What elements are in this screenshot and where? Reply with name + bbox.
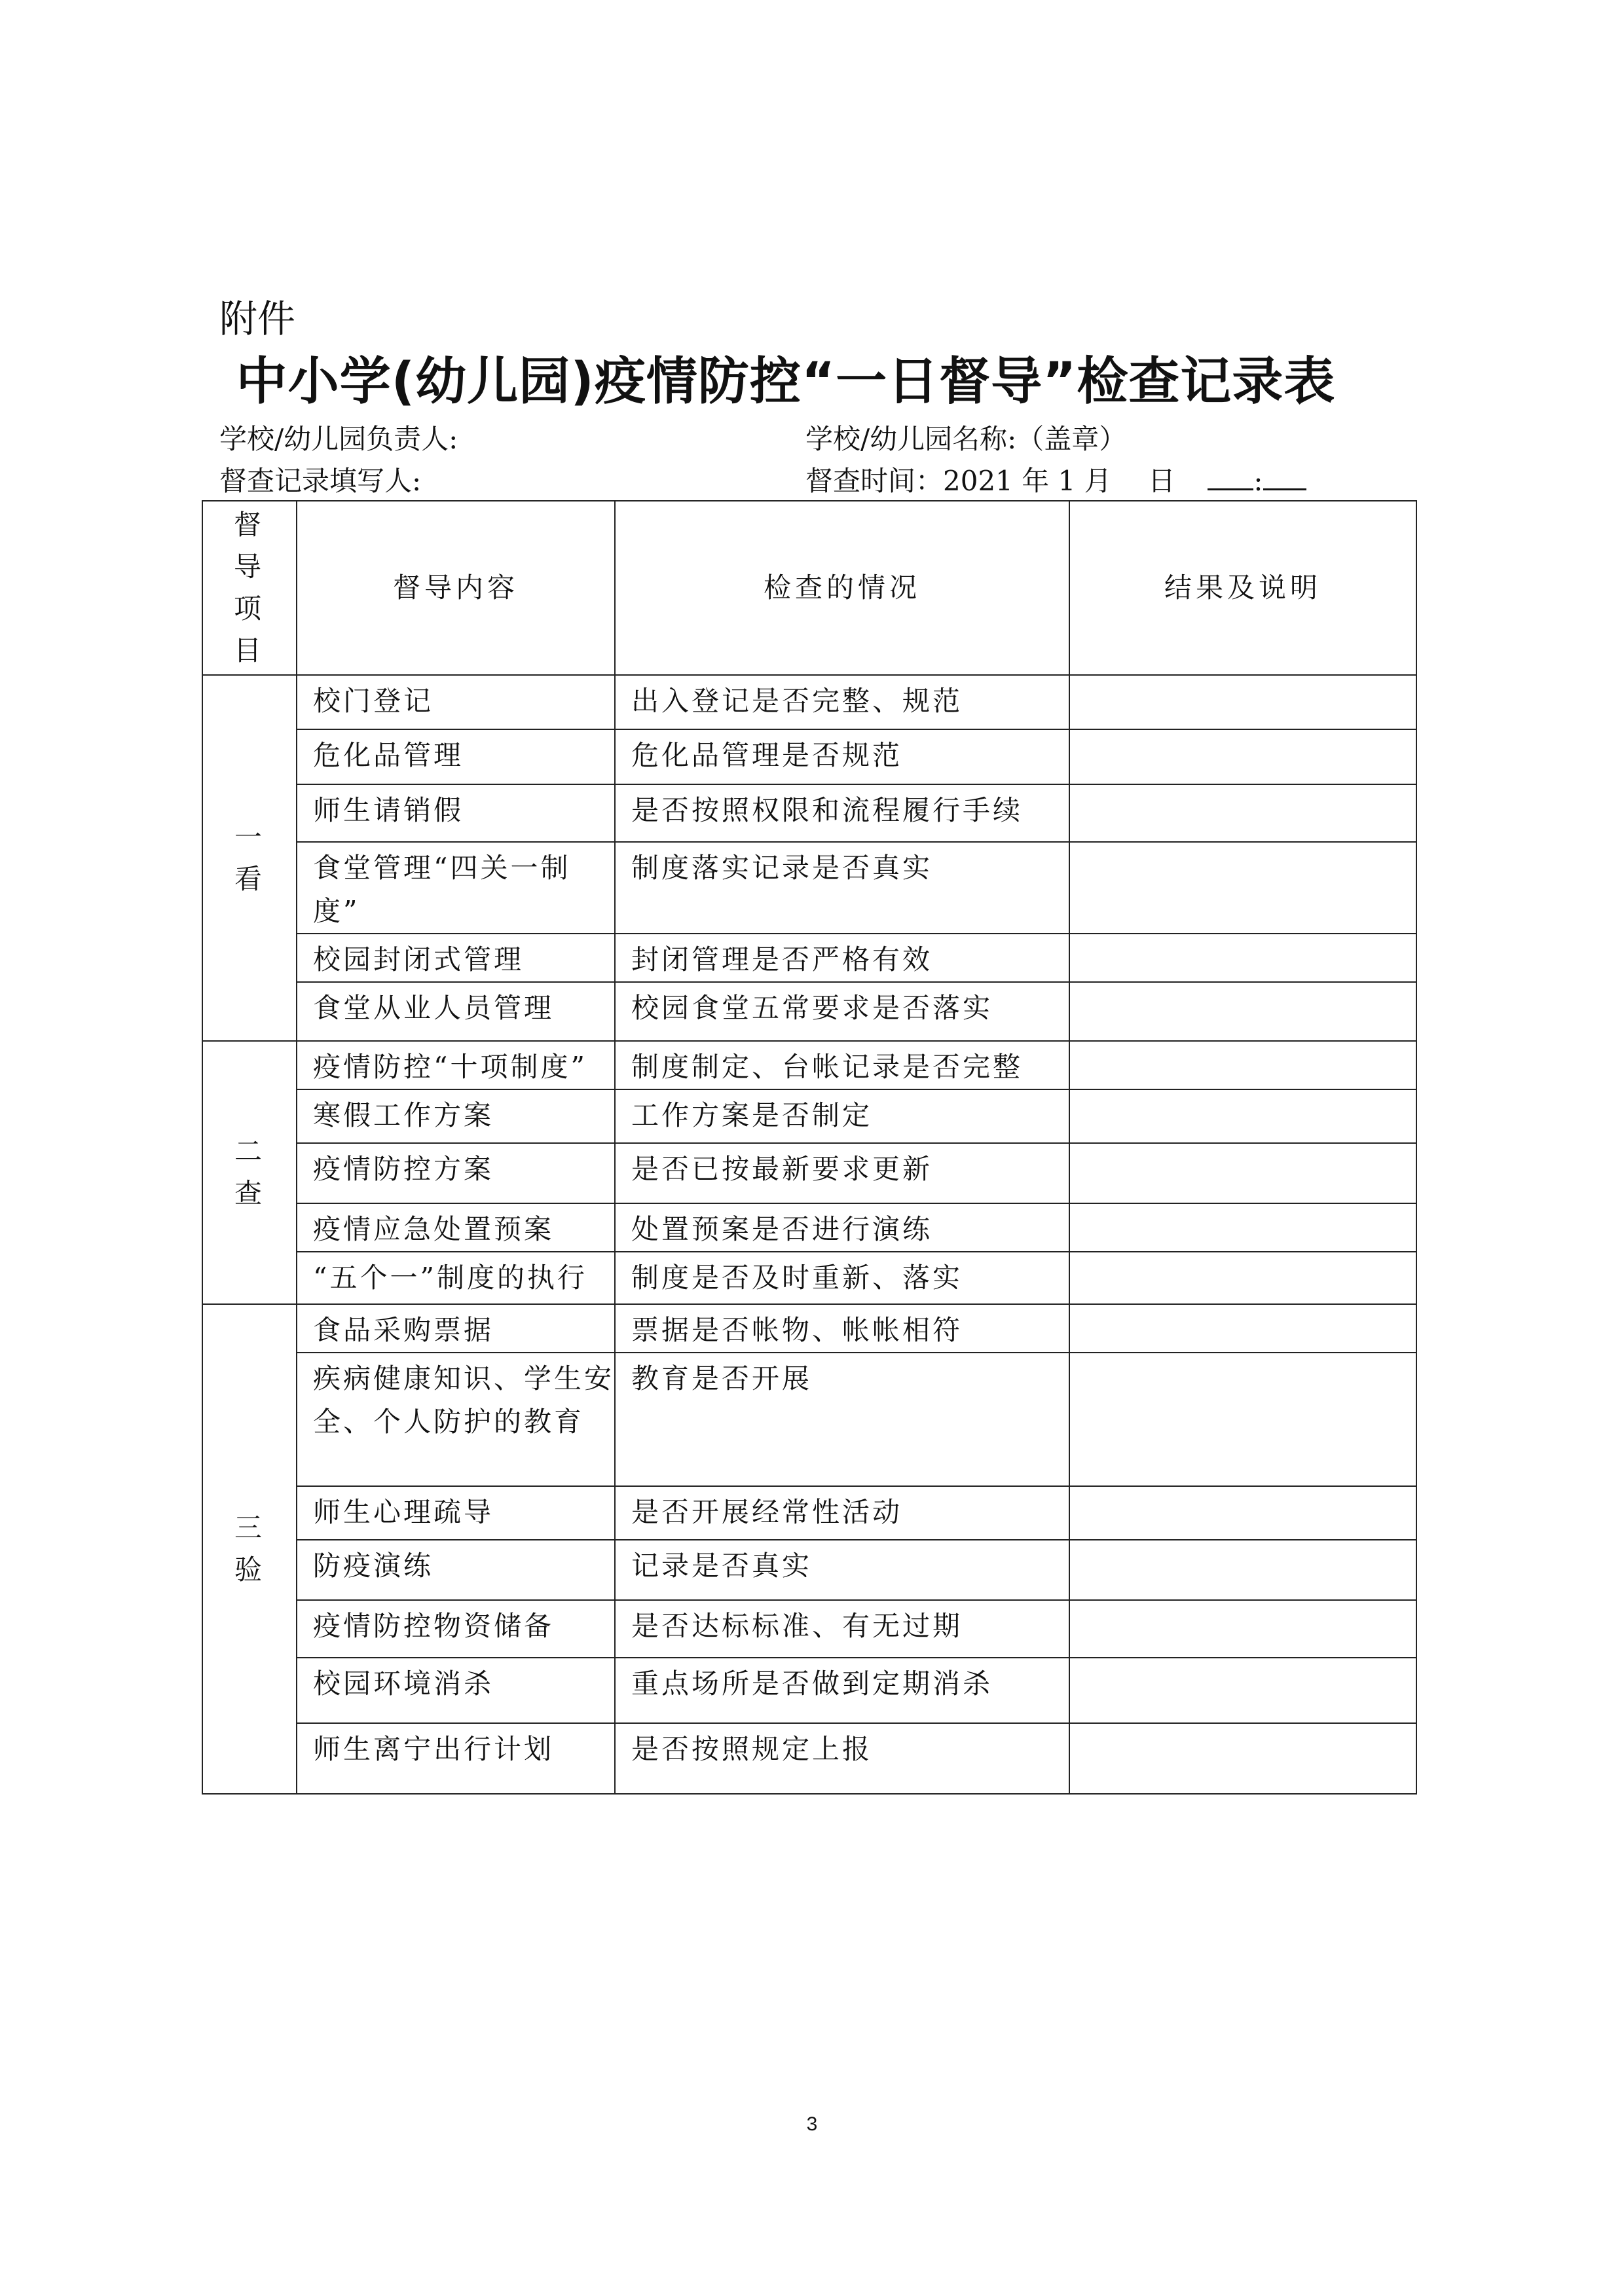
result-cell[interactable] [1069,1304,1416,1353]
inspection-time-label: 督查时间：2021 年 1 月 日 [805,465,1176,497]
header-content: 督导内容 [297,501,615,675]
content-cell: 寒假工作方案 [297,1089,615,1143]
result-cell[interactable] [1069,1540,1416,1600]
content-cell: 防疫演练 [297,1540,615,1600]
principal-label: 学校/幼儿园负责人: [219,423,458,455]
result-cell[interactable] [1069,1143,1416,1203]
inspection-table [202,500,1417,1795]
table-row [202,675,1416,729]
situation-cell: 危化品管理是否规范 [615,729,1069,784]
content-cell: 师生离宁出行计划 [297,1723,615,1794]
content-cell: 校门登记 [297,675,615,729]
page-number: 3 [806,2113,818,2135]
content-cell: 师生心理疏导 [297,1486,615,1540]
content-cell: 校园环境消杀 [297,1658,615,1723]
situation-cell: 是否开展经常性活动 [615,1486,1069,1540]
situation-cell: 记录是否真实 [615,1540,1069,1600]
table-row [202,1353,1416,1486]
situation-cell: 是否按照规定上报 [615,1723,1069,1794]
result-cell[interactable] [1069,1353,1416,1486]
result-cell[interactable] [1069,675,1416,729]
table-row [202,1252,1416,1304]
situation-cell: 工作方案是否制定 [615,1089,1069,1143]
situation-cell: 制度制定、台帐记录是否完整 [615,1041,1069,1089]
result-cell[interactable] [1069,1252,1416,1304]
result-cell[interactable] [1069,729,1416,784]
situation-cell: 是否已按最新要求更新 [615,1143,1069,1203]
table-row [202,1486,1416,1540]
table-row [202,1041,1416,1089]
result-cell[interactable] [1069,1486,1416,1540]
content-cell: 食品采购票据 [297,1304,615,1353]
content-cell: 疫情应急处置预案 [297,1203,615,1252]
content-cell: 食堂从业人员管理 [297,982,615,1041]
header-situation: 检查的情况 [615,501,1069,675]
result-cell[interactable] [1069,1723,1416,1794]
table-row [202,982,1416,1041]
inspection-time [805,460,1306,499]
table-row [202,1304,1416,1353]
table-header-row [202,501,1416,675]
hour-blank [1208,466,1253,490]
situation-cell: 重点场所是否做到定期消杀 [615,1658,1069,1723]
situation-cell: 出入登记是否完整、规范 [615,675,1069,729]
situation-cell: 处置预案是否进行演练 [615,1203,1069,1252]
page-title: 中小学(幼儿园)疫情防控“一日督导”检查记录表 [236,352,1336,411]
content-cell: 疫情防控“十项制度” [297,1041,615,1089]
situation-cell: 是否达标标准、有无过期 [615,1600,1069,1658]
table-row [202,1203,1416,1252]
table-row [202,1089,1416,1143]
content-cell: 危化品管理 [297,729,615,784]
category-cell-check: 二 查 [202,1041,297,1304]
content-cell: 食堂管理“四关一制度” [297,842,615,934]
minute-blank [1263,466,1306,490]
school-name-label: 学校/幼儿园名称:（盖章） [805,423,1127,455]
result-cell[interactable] [1069,784,1416,842]
result-cell[interactable] [1069,982,1416,1041]
content-cell: “五个一”制度的执行 [297,1252,615,1304]
table-row [202,934,1416,982]
content-cell: 疫情防控物资储备 [297,1600,615,1658]
table-row [202,729,1416,784]
result-cell[interactable] [1069,1600,1416,1658]
time-colon: : [1253,465,1263,497]
result-cell[interactable] [1069,842,1416,934]
table-row [202,1723,1416,1794]
situation-cell: 校园食堂五常要求是否落实 [615,982,1069,1041]
header-result: 结果及说明 [1069,501,1416,675]
result-cell[interactable] [1069,1089,1416,1143]
situation-cell: 票据是否帐物、帐帐相符 [615,1304,1069,1353]
result-cell[interactable] [1069,1658,1416,1723]
table-row [202,842,1416,934]
situation-cell: 制度是否及时重新、落实 [615,1252,1069,1304]
situation-cell: 制度落实记录是否真实 [615,842,1069,934]
situation-cell: 教育是否开展 [615,1353,1069,1486]
content-cell: 校园封闭式管理 [297,934,615,982]
attachment-label: 附件 [219,297,296,341]
table-row [202,1540,1416,1600]
table-row [202,784,1416,842]
recorder-label: 督查记录填写人: [219,465,422,497]
category-cell-verify: 三 验 [202,1304,297,1794]
table-row [202,1600,1416,1658]
header-item: 督 导 项 目 [202,501,297,675]
table-row [202,1658,1416,1723]
category-cell-look: 一 看 [202,675,297,1041]
content-cell: 疾病健康知识、学生安全、个人防护的教育 [297,1353,615,1486]
result-cell[interactable] [1069,1203,1416,1252]
content-cell: 疫情防控方案 [297,1143,615,1203]
situation-cell: 是否按照权限和流程履行手续 [615,784,1069,842]
content-cell: 师生请销假 [297,784,615,842]
situation-cell: 封闭管理是否严格有效 [615,934,1069,982]
table-row [202,1143,1416,1203]
result-cell[interactable] [1069,1041,1416,1089]
result-cell[interactable] [1069,934,1416,982]
